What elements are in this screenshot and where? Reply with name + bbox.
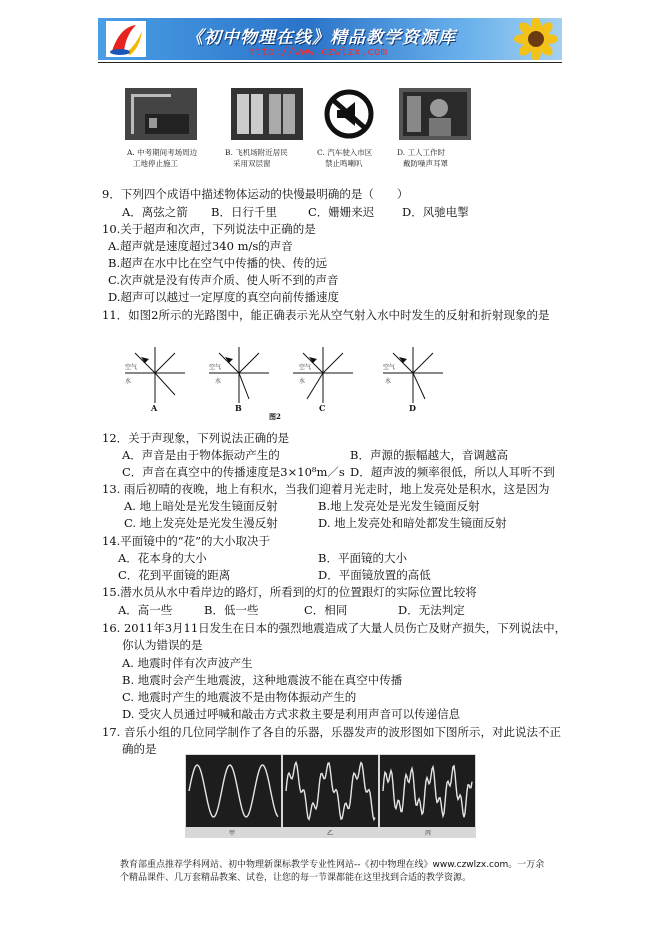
- question-17-cont: 确的是: [122, 742, 157, 756]
- q15-option-a: A．高一些: [118, 603, 173, 617]
- photo-caption: A. 中考期间考场周边: [127, 148, 198, 157]
- site-url[interactable]: http://www.czwlzx.com: [248, 45, 388, 58]
- q16-option-d: D. 受灾人员通过呼喊和敲击方式求救主要是利用声音可以传递信息: [122, 707, 461, 721]
- q10-option-b: B.超声在水中比在空气中传播的快、传的远: [108, 256, 328, 270]
- q12-option-c: C．声音在真空中的传播速度是3×10⁸m／s: [122, 465, 345, 479]
- q9-option-d: D．风驰电掣: [402, 205, 469, 219]
- q9-option-c: C．姗姗来迟: [308, 205, 375, 219]
- q12-option-a: A．声音是由于物体振动产生的: [122, 448, 280, 462]
- q13-option-d: D. 地上发亮处和暗处都发生镜面反射: [318, 516, 507, 530]
- site-title: 《初中物理在线》精品教学资源库: [186, 28, 456, 48]
- photo-caption: 采用双层窗: [233, 159, 271, 168]
- photo-caption: C. 汽车驶入市区: [317, 148, 373, 157]
- q14-option-b: B．平面镜的大小: [318, 551, 407, 565]
- photo-caption: B. 飞机场附近居民: [225, 148, 288, 157]
- wave-label-jia: 甲: [229, 830, 236, 837]
- fig2-label-a: A: [151, 403, 158, 413]
- fig2-air-label: 空气: [299, 364, 312, 371]
- photo-caption: 工地停止施工: [133, 159, 178, 168]
- q10-option-c: C.次声就是没有传声介质、使人听不到的声音: [108, 273, 339, 287]
- no-horn-sign-icon: [321, 88, 377, 140]
- question-15: 15.潜水员从水中看岸边的路灯，所看到的灯的位置跟灯的实际位置比较将: [102, 585, 477, 599]
- q10-option-d: D.超声可以越过一定厚度的真空向前传播速度: [108, 290, 339, 304]
- question-17: 17. 音乐小组的几位同学制作了各自的乐器，乐器发声的波形图如下图所示，对此说法不正: [102, 725, 561, 739]
- q13-option-b: B.地上发亮处是光发生镜面反射: [318, 499, 480, 513]
- question-11: 11．如图2所示的光路图中，能正确表示光从空气射入水中时发生的反射和折射现象的是: [102, 308, 550, 322]
- fig2-label-d: D: [409, 403, 416, 413]
- q10-option-a: A.超声就是速度超过340 m/s的声音: [108, 239, 293, 253]
- q16-option-a: A. 地震时伴有次声波产生: [122, 656, 253, 670]
- q12-option-d: D．超声波的频率很低，所以人耳听不到: [350, 465, 555, 479]
- header-rule: [98, 62, 562, 63]
- fig2-air-label: 空气: [209, 364, 222, 371]
- question-16: 16. 2011年3月11日发生在日本的强烈地震造成了大量人员伤亡及财产损失，下列说法中，: [102, 621, 567, 635]
- q9-option-a: A．离弦之箭: [122, 205, 188, 219]
- q16-option-b: B. 地震时会产生地震波，这种地震波不能在真空中传播: [122, 673, 403, 687]
- footer-line-1: 教育部重点推荐学科网站、初中物理新课标教学专业性网站--《初中物理在线》www.czwlzx.com。一万余: [120, 860, 545, 870]
- q16-option-c: C. 地震时产生的地震波不是由物体振动产生的: [122, 690, 357, 704]
- fig2-air-label: 空气: [383, 364, 396, 371]
- footer-line-2: 个精品课件、几万套精品教案、试卷，让您的每一节课都能在这里找到合适的教学资源。: [120, 873, 472, 883]
- question-9: 9．下列四个成语中描述物体运动的快慢最明确的是（ ）: [102, 187, 409, 201]
- noise-control-photos: [121, 84, 473, 174]
- waveform-figure: [185, 754, 476, 838]
- site-logo: [106, 21, 146, 57]
- question-14: 14.平面镜中的“花”的大小取决于: [102, 534, 271, 548]
- question-10: 10.关于超声和次声，下列说法中正确的是: [102, 222, 316, 236]
- q13-option-c: C. 地上发亮处是光发生漫反射: [124, 516, 278, 530]
- sunflower-icon: [506, 18, 562, 60]
- photo-caption: 戴防噪声耳罩: [403, 159, 448, 168]
- q15-option-d: D．无法判定: [398, 603, 465, 617]
- fig2-air-label: 空气: [125, 364, 138, 371]
- q14-option-d: D．平面镜放置的高低: [318, 568, 431, 582]
- figure-2-light-paths: [121, 343, 451, 423]
- fig2-caption: 图2: [269, 412, 281, 421]
- photo-caption: 禁止鸣喇叭: [325, 159, 363, 168]
- question-16-cont: 你认为错误的是: [122, 638, 203, 652]
- q12-option-b: B．声源的振幅越大，音调越高: [350, 448, 508, 462]
- wave-label-yi: 乙: [327, 830, 334, 837]
- earmuff-worker-photo: [399, 88, 471, 140]
- q14-option-c: C．花到平面镜的距离: [118, 568, 231, 582]
- q13-option-a: A. 地上暗处是光发生镜面反射: [124, 499, 278, 513]
- header-banner: [98, 18, 562, 60]
- fig2-label-c: C: [319, 403, 326, 413]
- q14-option-a: A．花本身的大小: [118, 551, 207, 565]
- q9-option-b: B．日行千里: [211, 205, 277, 219]
- fig2-water-label: 水: [299, 378, 306, 385]
- question-13: 13. 雨后初晴的夜晚，地上有积水，当我们迎着月光走时，地上发亮处是积水，这是因为: [102, 482, 550, 496]
- question-12: 12．关于声现象，下列说法正确的是: [102, 431, 290, 445]
- fig2-water-label: 水: [215, 378, 222, 385]
- fig2-water-label: 水: [385, 378, 392, 385]
- construction-site-photo: [125, 88, 197, 140]
- q15-option-c: C．相同: [304, 603, 348, 617]
- double-window-photo: [231, 88, 303, 140]
- q15-option-b: B．低一些: [204, 603, 259, 617]
- fig2-water-label: 水: [125, 378, 132, 385]
- photo-caption: D. 工人工作时: [397, 148, 446, 157]
- wave-label-bing: 丙: [425, 830, 432, 837]
- fig2-label-b: B: [235, 403, 242, 413]
